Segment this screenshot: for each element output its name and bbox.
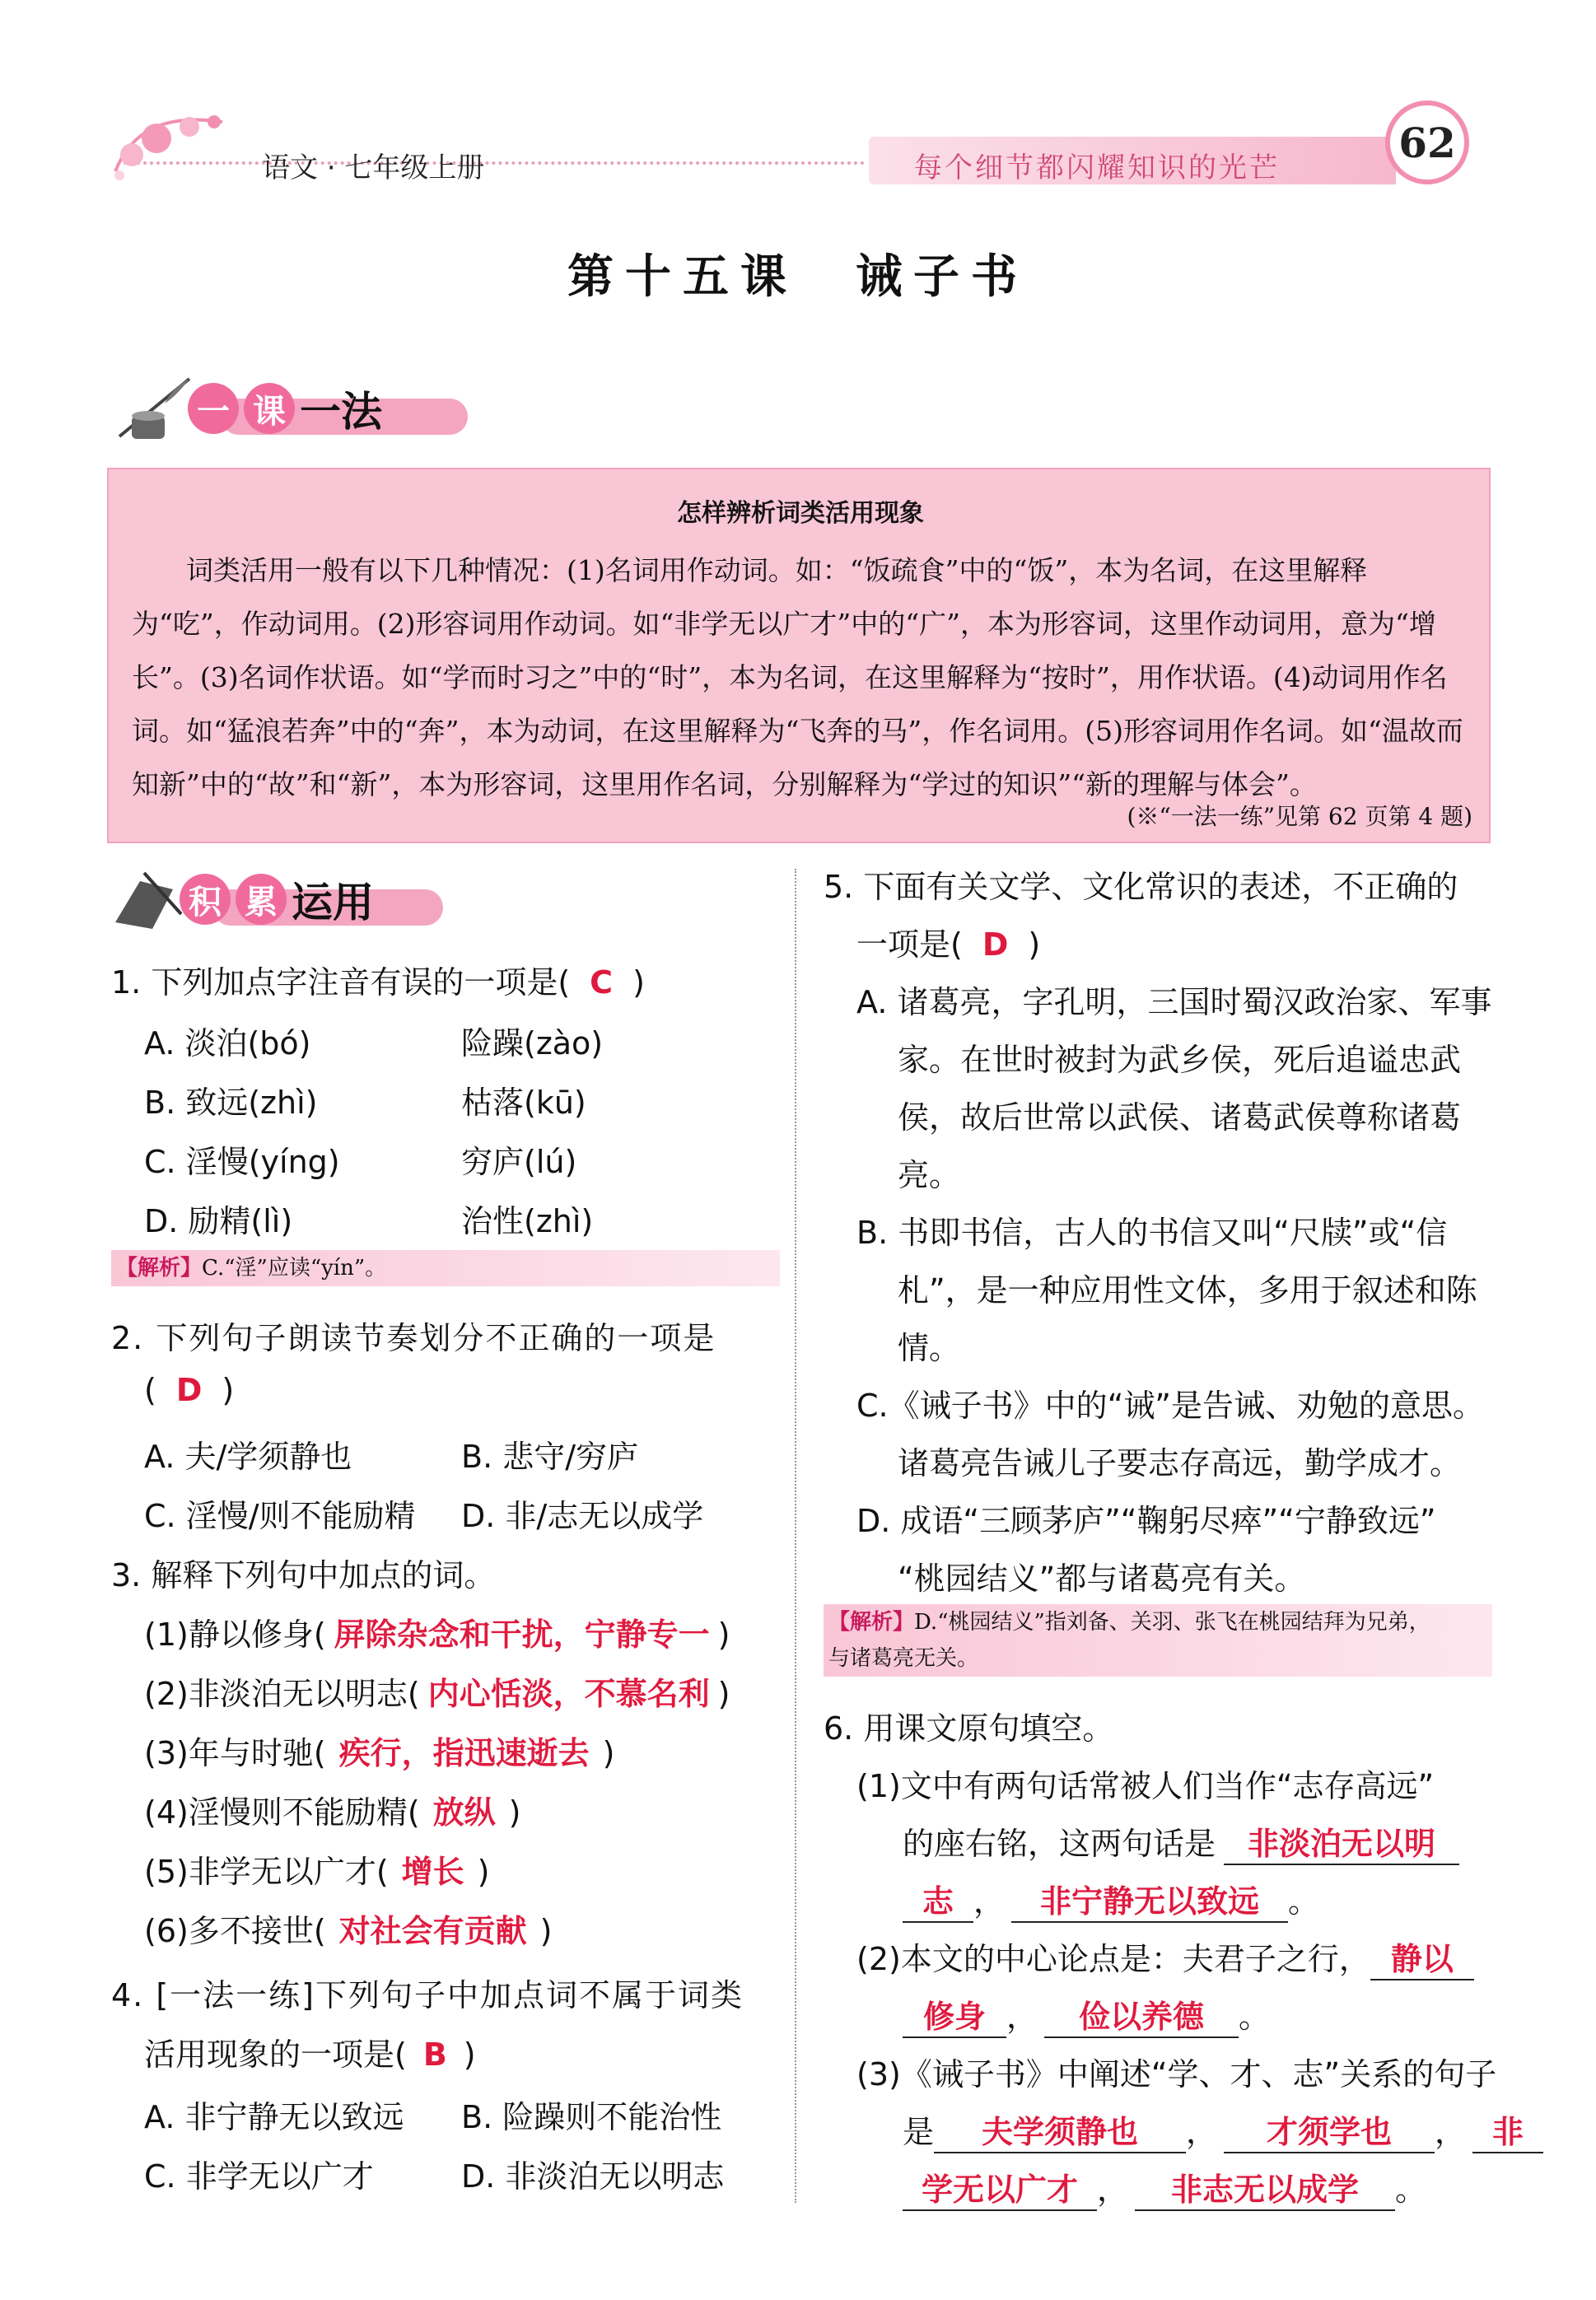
answer-text: 内心恬淡，不慕名利 [427, 1676, 710, 1712]
analysis-text: 与诸葛亮无关。 [828, 1646, 979, 1671]
option-c-right: 穷庐(lú) [461, 1144, 577, 1180]
q5-option-line: A. 诸葛亮，字孔明，三国时蜀汉政治家、军事 [856, 984, 1492, 1020]
q3-item: (3)年与时驰( 疾行，指迅速逝去 ) [144, 1735, 615, 1771]
option-b-right: B. 险躁则不能治性 [461, 2099, 722, 2135]
q5-option-line: C.《诫子书》中的“诫”是告诫、劝勉的意思。 [856, 1388, 1484, 1424]
section-heading-text: 一法 [300, 388, 382, 436]
method-body: 词类活用一般有以下几种情况：(1)名词用作动词。如：“饭疏食”中的“饭”，本为名词，在这里解释为“吃”，作动词用。(2)形容词用作动词。如“非学无以广才”中的“广”，本为形容词，这里作动词用，意为“增长”。(3)名词作状语。如“学而时习之”中的“时”，本为名词，在这里解释为“按时”，用作状语。(4)动词用作名词。如“猛浪若奔”中的“奔”，本为动词，在这里解释为“飞奔的马”，作名词用。(5)形容词用作名词。如“温故而知新”中的“故”和“新”，本为形容词，这里用作名词，分别解释为“学过的知识”“新的理解与体会”。 [132, 554, 1463, 800]
option-c-left: C. 非学无以广才 [144, 2158, 374, 2195]
book-title: 语文 · 七年级上册 [262, 152, 485, 184]
q5-option-line: 诸葛亮告诫儿子要志存高远，勤学成才。 [898, 1445, 1462, 1481]
method-reference: (※“一法一练”见第 62 页第 4 题) [1127, 803, 1472, 830]
section-heading-circle: 一 [188, 383, 239, 434]
question-4-stem-cont: 活用现象的一项是( B ) [144, 2036, 476, 2073]
q6-part3-line1: (3)《诫子书》中阐述“学、才、志”关系的句子 [856, 2056, 1497, 2092]
answer-text: 屏除杂念和干扰，宁静专一 [334, 1617, 710, 1653]
q6-part1-line1: (1)文中有两句话常被人们当作“志存高远” [856, 1768, 1435, 1804]
analysis-text: D.“桃园结义”指刘备、关羽、张飞在桃园结拜为兄弟， [914, 1610, 1430, 1635]
fill-blank: 俭以养德 [1044, 1991, 1239, 2038]
header-slogan: 每个细节都闪耀知识的光芒 [914, 152, 1280, 184]
option-a-left: A. 非宁静无以致远 [144, 2099, 404, 2135]
fill-blank: 静以 [1370, 1934, 1474, 1980]
fill-blank: 非志无以成学 [1135, 2164, 1395, 2211]
question-5-stem: 5. 下面有关文学、文化常识的表述，不正确的 [824, 869, 1458, 905]
q6-part3-line3: 学无以广才 ， 非志无以成学 。 [903, 2164, 1426, 2211]
fill-blank: 才须学也 [1224, 2106, 1435, 2153]
q5-option-line: 札”，是一种应用性文体，多用于叙述和陈 [898, 1272, 1477, 1309]
fill-blank: 非淡泊无以明 [1224, 1818, 1459, 1865]
option-b-right: B. 悲守/穷庐 [461, 1439, 639, 1475]
inkwell-quill-icon [107, 371, 198, 445]
option-d-right: D. 非/志无以成学 [461, 1498, 704, 1534]
answer-text: C [590, 964, 614, 1001]
analysis-tag: 【解析】 [116, 1256, 203, 1281]
question-2-answer-line: ( D ) [144, 1372, 235, 1408]
fill-blank: 非宁静无以致远 [1011, 1876, 1288, 1923]
column-divider [795, 869, 796, 2203]
q6-part2-line2: 修身 ， 俭以养德 。 [903, 1991, 1270, 2038]
q3-item: (2)非淡泊无以明志( 内心恬淡，不慕名利 ) [144, 1676, 730, 1712]
answer-text: D [982, 926, 1009, 963]
question-4-stem: 4. [一法一练]下列句子中加点词不属于词类 [111, 1977, 744, 2013]
method-title: 怎样辨析词类活用现象 [677, 499, 924, 528]
question-2-stem: 2. 下列句子朗读节奏划分不正确的一项是 [111, 1320, 716, 1356]
q3-item: (1)静以修身( 屏除杂念和干扰，宁静专一 ) [144, 1617, 730, 1653]
q5-option-line: 侯，故后世常以武侯、诸葛武侯尊称诸葛 [898, 1099, 1462, 1136]
fill-blank: 非 [1472, 2106, 1543, 2153]
q5-option-line: 情。 [898, 1330, 961, 1366]
floral-ornament-icon [99, 97, 239, 188]
q5-option-line: “桃园结义”都与诸葛亮有关。 [898, 1561, 1306, 1597]
question-6-stem: 6. 用课文原句填空。 [824, 1710, 1114, 1747]
fill-blank: 修身 [903, 1991, 1006, 2038]
answer-text: B [422, 2036, 447, 2073]
method-box [107, 468, 1491, 843]
option-d-left: D. 励精(lì) [144, 1203, 293, 1239]
fill-blank: 夫学须静也 [934, 2106, 1186, 2153]
q3-item: (6)多不接世( 对社会有贡献 ) [144, 1913, 553, 1949]
lesson-title: 第十五课 诫子书 [567, 250, 1029, 304]
option-b-right: 枯落(kū) [461, 1085, 586, 1121]
section-heading-method [188, 379, 382, 438]
answer-text: 增长 [401, 1854, 464, 1890]
q5-option-line: B. 书即书信，古人的书信又叫“尺牍”或“信 [856, 1215, 1448, 1251]
section-heading-circle: 积 [180, 874, 231, 925]
analysis-tag: 【解析】 [828, 1610, 915, 1635]
option-c-left: C. 淫慢(yíng) [144, 1144, 340, 1180]
q6-part1-line2: 的座右铭，这两句话是 非淡泊无以明 [903, 1818, 1459, 1865]
section-heading-practice [180, 870, 374, 929]
answer-text: 对社会有贡献 [338, 1913, 527, 1949]
q5-option-line: D. 成语“三顾茅庐”“鞠躬尽瘁”“宁静致远” [856, 1503, 1436, 1539]
option-d-right: 治性(zhì) [461, 1203, 594, 1239]
page-number: 62 [1385, 100, 1469, 184]
question-1-stem: 1. 下列加点字注音有误的一项是( C ) [111, 964, 645, 1001]
section-heading-circle: 累 [236, 874, 287, 925]
fill-blank: 学无以广才 [903, 2164, 1097, 2211]
option-a-right: 险躁(zào) [461, 1025, 604, 1061]
section-heading-circle: 课 [244, 383, 295, 434]
option-b-left: B. 致远(zhì) [144, 1085, 318, 1121]
option-a-left: A. 淡泊(bó) [144, 1025, 311, 1061]
analysis-q5 [824, 1604, 1492, 1677]
analysis-text: C.“淫”应读“yín”。 [202, 1256, 387, 1281]
answer-text: D [175, 1372, 203, 1408]
fill-blank: 志 [903, 1876, 973, 1923]
question-3-stem: 3. 解释下列句中加点的词。 [111, 1557, 496, 1593]
book-pen-icon [107, 865, 189, 931]
answer-text: 放纵 [432, 1794, 496, 1831]
q3-item: (5)非学无以广才( 增长 ) [144, 1854, 490, 1890]
q6-part1-line3: 志 ， 非宁静无以致远 。 [903, 1876, 1319, 1923]
q5-option-line: 家。在世时被封为武乡侯，死后追谥忠武 [898, 1042, 1462, 1078]
q6-part3-line2: 是 夫学须静也 ， 才须学也 ， 非 [903, 2106, 1543, 2153]
option-a-left: A. 夫/学须静也 [144, 1439, 352, 1475]
question-5-stem-cont: 一项是( D ) [856, 926, 1041, 963]
section-heading-text: 运用 [292, 879, 374, 926]
answer-text: 疾行，指迅速逝去 [338, 1735, 590, 1771]
analysis-q1 [111, 1250, 780, 1286]
q3-item: (4)淫慢则不能励精( 放纵 ) [144, 1794, 521, 1831]
option-c-left: C. 淫慢/则不能励精 [144, 1498, 416, 1534]
option-d-right: D. 非淡泊无以明志 [461, 2158, 725, 2195]
q5-option-line: 亮。 [898, 1157, 961, 1193]
q6-part2-line1: (2)本文的中心论点是：夫君子之行， 静以 [856, 1934, 1474, 1980]
